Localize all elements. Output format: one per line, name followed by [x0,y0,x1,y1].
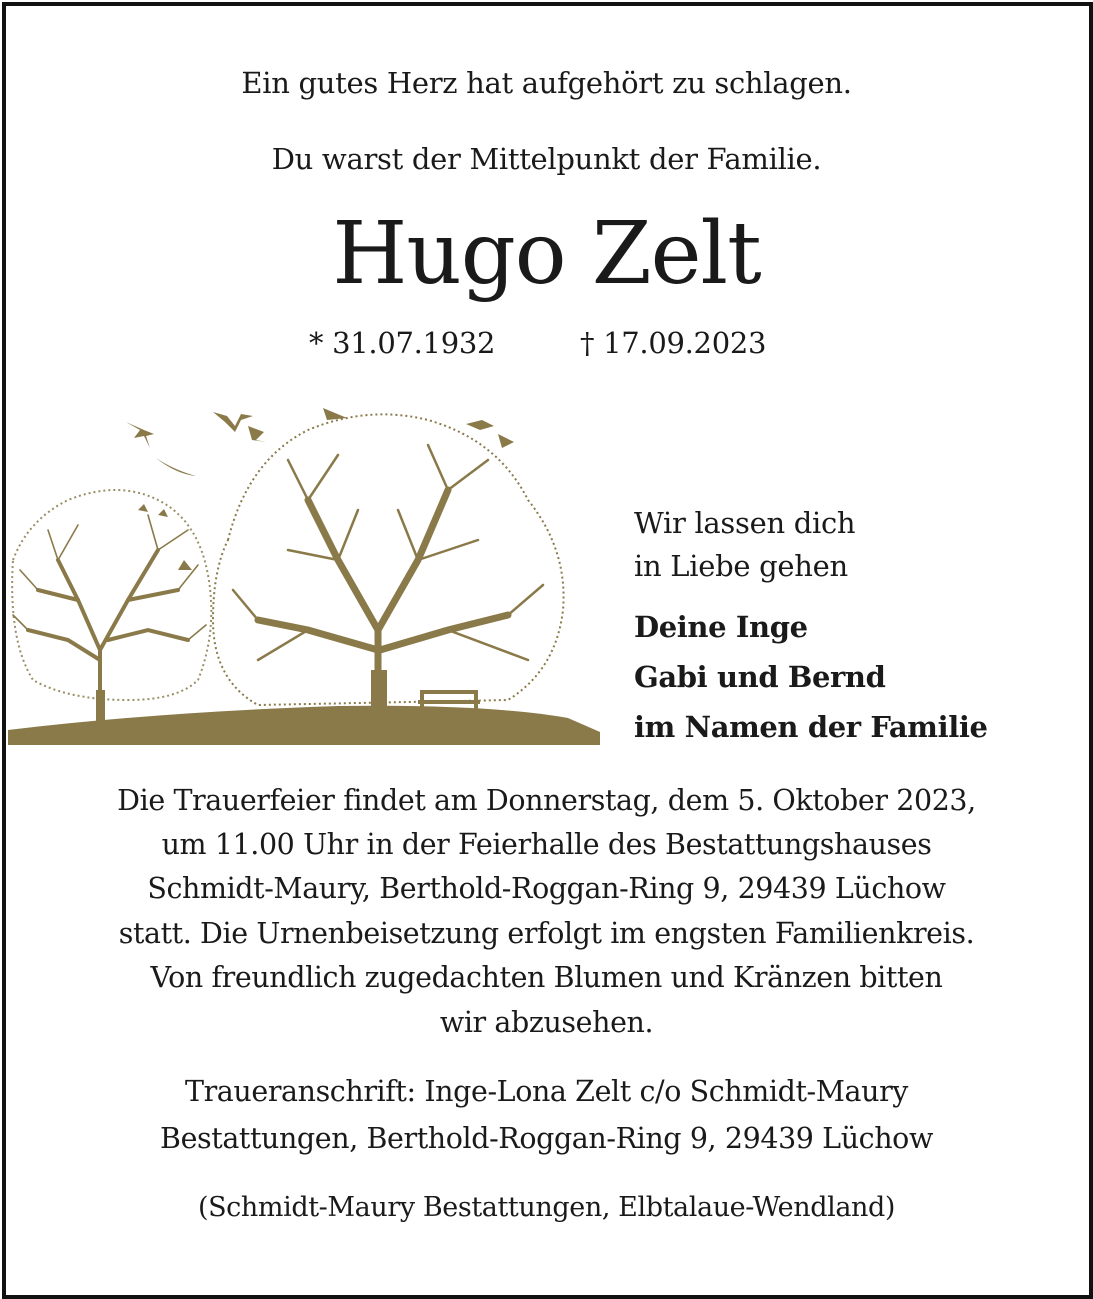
service-text-line: statt. Die Urnenbeisetzung erfolgt im engsten Familienkreis. [118,917,975,950]
signature-line-2: Gabi und Bernd [634,660,886,694]
death-date: † 17.09.2023 [580,326,767,360]
signature-line-1: Deine Inge [634,610,808,644]
service-text-line: wir abzusehen. [439,1006,654,1039]
funeral-home-footer: (Schmidt-Maury Bestattungen, Elbtalaue-Wendland) [197,1192,896,1223]
mourning-address-line: Bestattungen, Berthold-Roggan-Ring 9, 29439 Lüchow [160,1122,933,1155]
service-text-line: Schmidt-Maury, Berthold-Roggan-Ring 9, 29439 Lüchow [147,872,946,905]
trees-birds-bench-icon [8,400,600,745]
service-text-line: Von freundlich zugedachten Blumen und Kränzen bitten [150,961,943,994]
farewell-line-2: in Liebe gehen [634,549,848,583]
header-quote-line-1: Ein gutes Herz hat aufgehört zu schlagen. [241,66,852,100]
birth-date: * 31.07.1932 [309,326,496,360]
deceased-name: Hugo Zelt [332,204,761,304]
signature-line-3: im Namen der Familie [634,710,988,744]
service-text-line: Die Trauerfeier findet am Donnerstag, dem 5. Oktober 2023, [117,784,976,817]
mourning-address-line: Traueranschrift: Inge-Lona Zelt c/o Schmidt-Maury [184,1075,909,1108]
header-quote-line-2: Du warst der Mittelpunkt der Familie. [271,142,822,176]
service-text-line: um 11.00 Uhr in der Feierhalle des Bestattungshauses [161,828,932,861]
farewell-line-1: Wir lassen dich [634,506,856,540]
